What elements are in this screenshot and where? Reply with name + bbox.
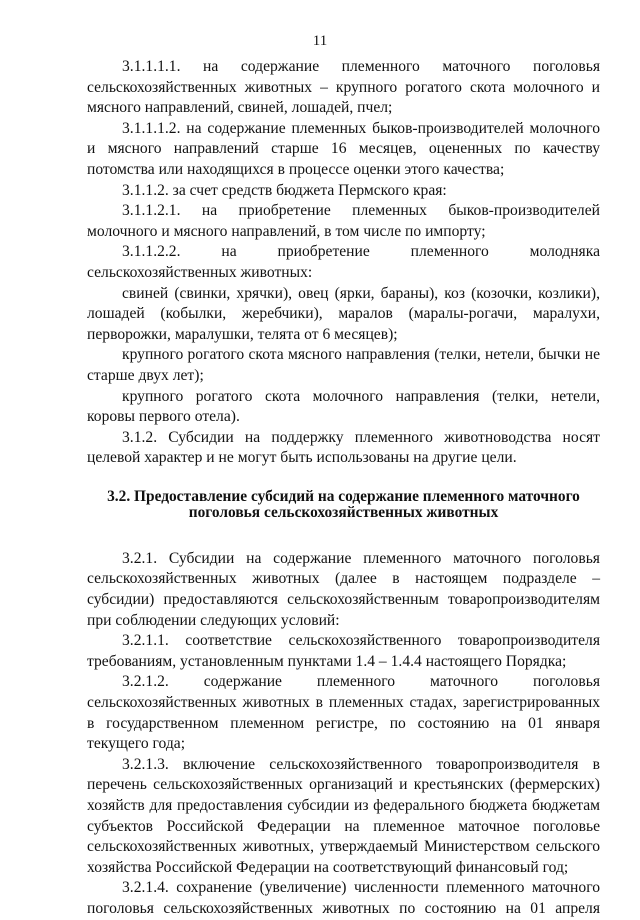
page-number: 11 xyxy=(312,33,328,49)
section-heading-line: поголовья сельскохозяйственных животных xyxy=(188,503,499,521)
paragraph: 3.1.2. Субсидии на поддержку племенного животноводства носят целевой характер и не могут быть использованы на другие цели. xyxy=(87,428,600,467)
paragraph: крупного рогатого скота молочного направления (телки, нетели, коровы первого отела). xyxy=(87,387,600,426)
paragraph: 3.2.1.2. содержание племенного маточного поголовья сельскохозяйственных животных в племенных стадах, зарегистрированных в государственном племенном регистре, по состоянию на 01 января текущего года; xyxy=(87,673,600,753)
paragraph: 3.2.1.4. сохранение (увеличение) численности племенного маточного поголовья сельскохозяйственных животных по состоянию на 01 апреля xyxy=(87,879,600,917)
paragraph: 3.2.1. Субсидии на содержание племенного маточного поголовья сельскохозяйственных животных (далее в настоящем подразделе – субсидии) предоставляются сельскохозяйственным товаропроизводителям при соблюдении следующих условий: xyxy=(87,549,600,629)
paragraph: 3.1.1.2.2. на приобретение племенного молодняка сельскохозяйственных животных: xyxy=(87,243,600,281)
paragraph: 3.1.1.1.2. на содержание племенных быков-производителей молочного и мясного направлений старше 16 месяцев, оцененных по качеству потомства или находящихся в процессе оценки этого качества; xyxy=(87,119,600,178)
paragraph: 3.1.1.2.1. на приобретение племенных быков-производителей молочного и мясного направлений, в том числе по импорту; xyxy=(87,202,600,240)
paragraph: 3.1.1.1.1. на содержание племенного маточного поголовья сельскохозяйственных животных – крупного рогатого скота молочного и мясного направлений, свиней, лошадей, пчел; xyxy=(87,58,600,117)
paragraph: 3.2.1.3. включение сельскохозяйственного товаропроизводителя в перечень сельскохозяйственных организаций и крестьянских (фермерских) хозяйств для предоставления субсидии из федерального бюджета бюджетам субъектов Российской Федерации на племенное маточное поголовье сельскохозяйственных животных, утверждаемый Министерством сельского хозяйства Российской Федерации на соответствующий финансовый год; xyxy=(87,755,600,876)
paragraph: 3.1.1.2. за счет средств бюджета Пермского края: xyxy=(122,181,447,199)
paragraph: 3.2.1.1. соответствие сельскохозяйственного товаропроизводителя требованиям, установленным пунктами 1.4 – 1.4.4 настоящего Порядка; xyxy=(87,632,600,670)
section-heading xyxy=(87,489,600,521)
paragraph: крупного рогатого скота мясного направления (телки, нетели, бычки не старше двух лет); xyxy=(87,346,600,384)
document-body xyxy=(87,57,600,920)
section-heading-line: 3.2. Предоставление субсидий на содержание племенного маточного xyxy=(107,487,580,505)
paragraph: свиней (свинки, хрячки), овец (ярки, бараны), коз (козочки, козлики), лошадей (кобылки, жеребчики), маралов (маралы-рогачи, маралухи, перворожки, маралушки, телята от 6 месяцев); xyxy=(87,284,600,343)
